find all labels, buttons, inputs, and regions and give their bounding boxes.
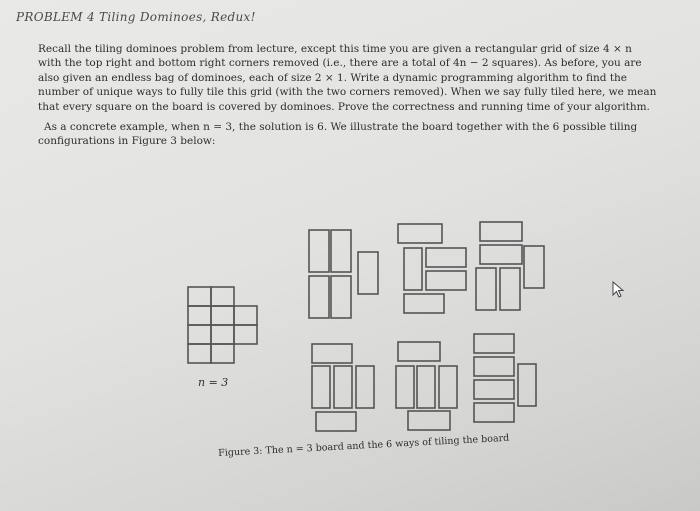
board-grid [188,287,257,363]
paragraph-2: As a concrete example, when n = 3, the solution is 6. We illustrate the board together with the 6 possible tiling configurations in Figure 3 below: [38,121,638,148]
problem-heading: PROBLEM 4 Tiling Dominoes, Redux! [16,10,256,24]
tiling-4 [312,344,374,431]
tiling-3 [476,222,544,310]
tiling-2 [398,224,466,313]
tiling-6 [474,334,536,422]
mouse-pointer-icon [612,281,626,299]
tiling-1 [309,230,378,318]
board-label: n = 3 [198,376,229,389]
figure-caption: Figure 3: The n = 3 board and the 6 ways of tiling the board [218,432,510,459]
paragraph-1: Recall the tiling dominoes problem from lecture, except this time you are given a rectangular grid of size 4 × n with the top right and bottom right corners removed (i.e., there are a total of 4n − 2 squares). As before, you are also given an endless bag of dominoes, each of size 2 × 1. Write a dynamic programming algorithm to find the number of unique ways to fully tile this grid (with the two corners removed). When we say fully tiled here, we mean that every square on the board is covered by dominoes. Prove the correctness and running time of your algorithm. [38,43,657,113]
tiling-5 [396,342,457,430]
